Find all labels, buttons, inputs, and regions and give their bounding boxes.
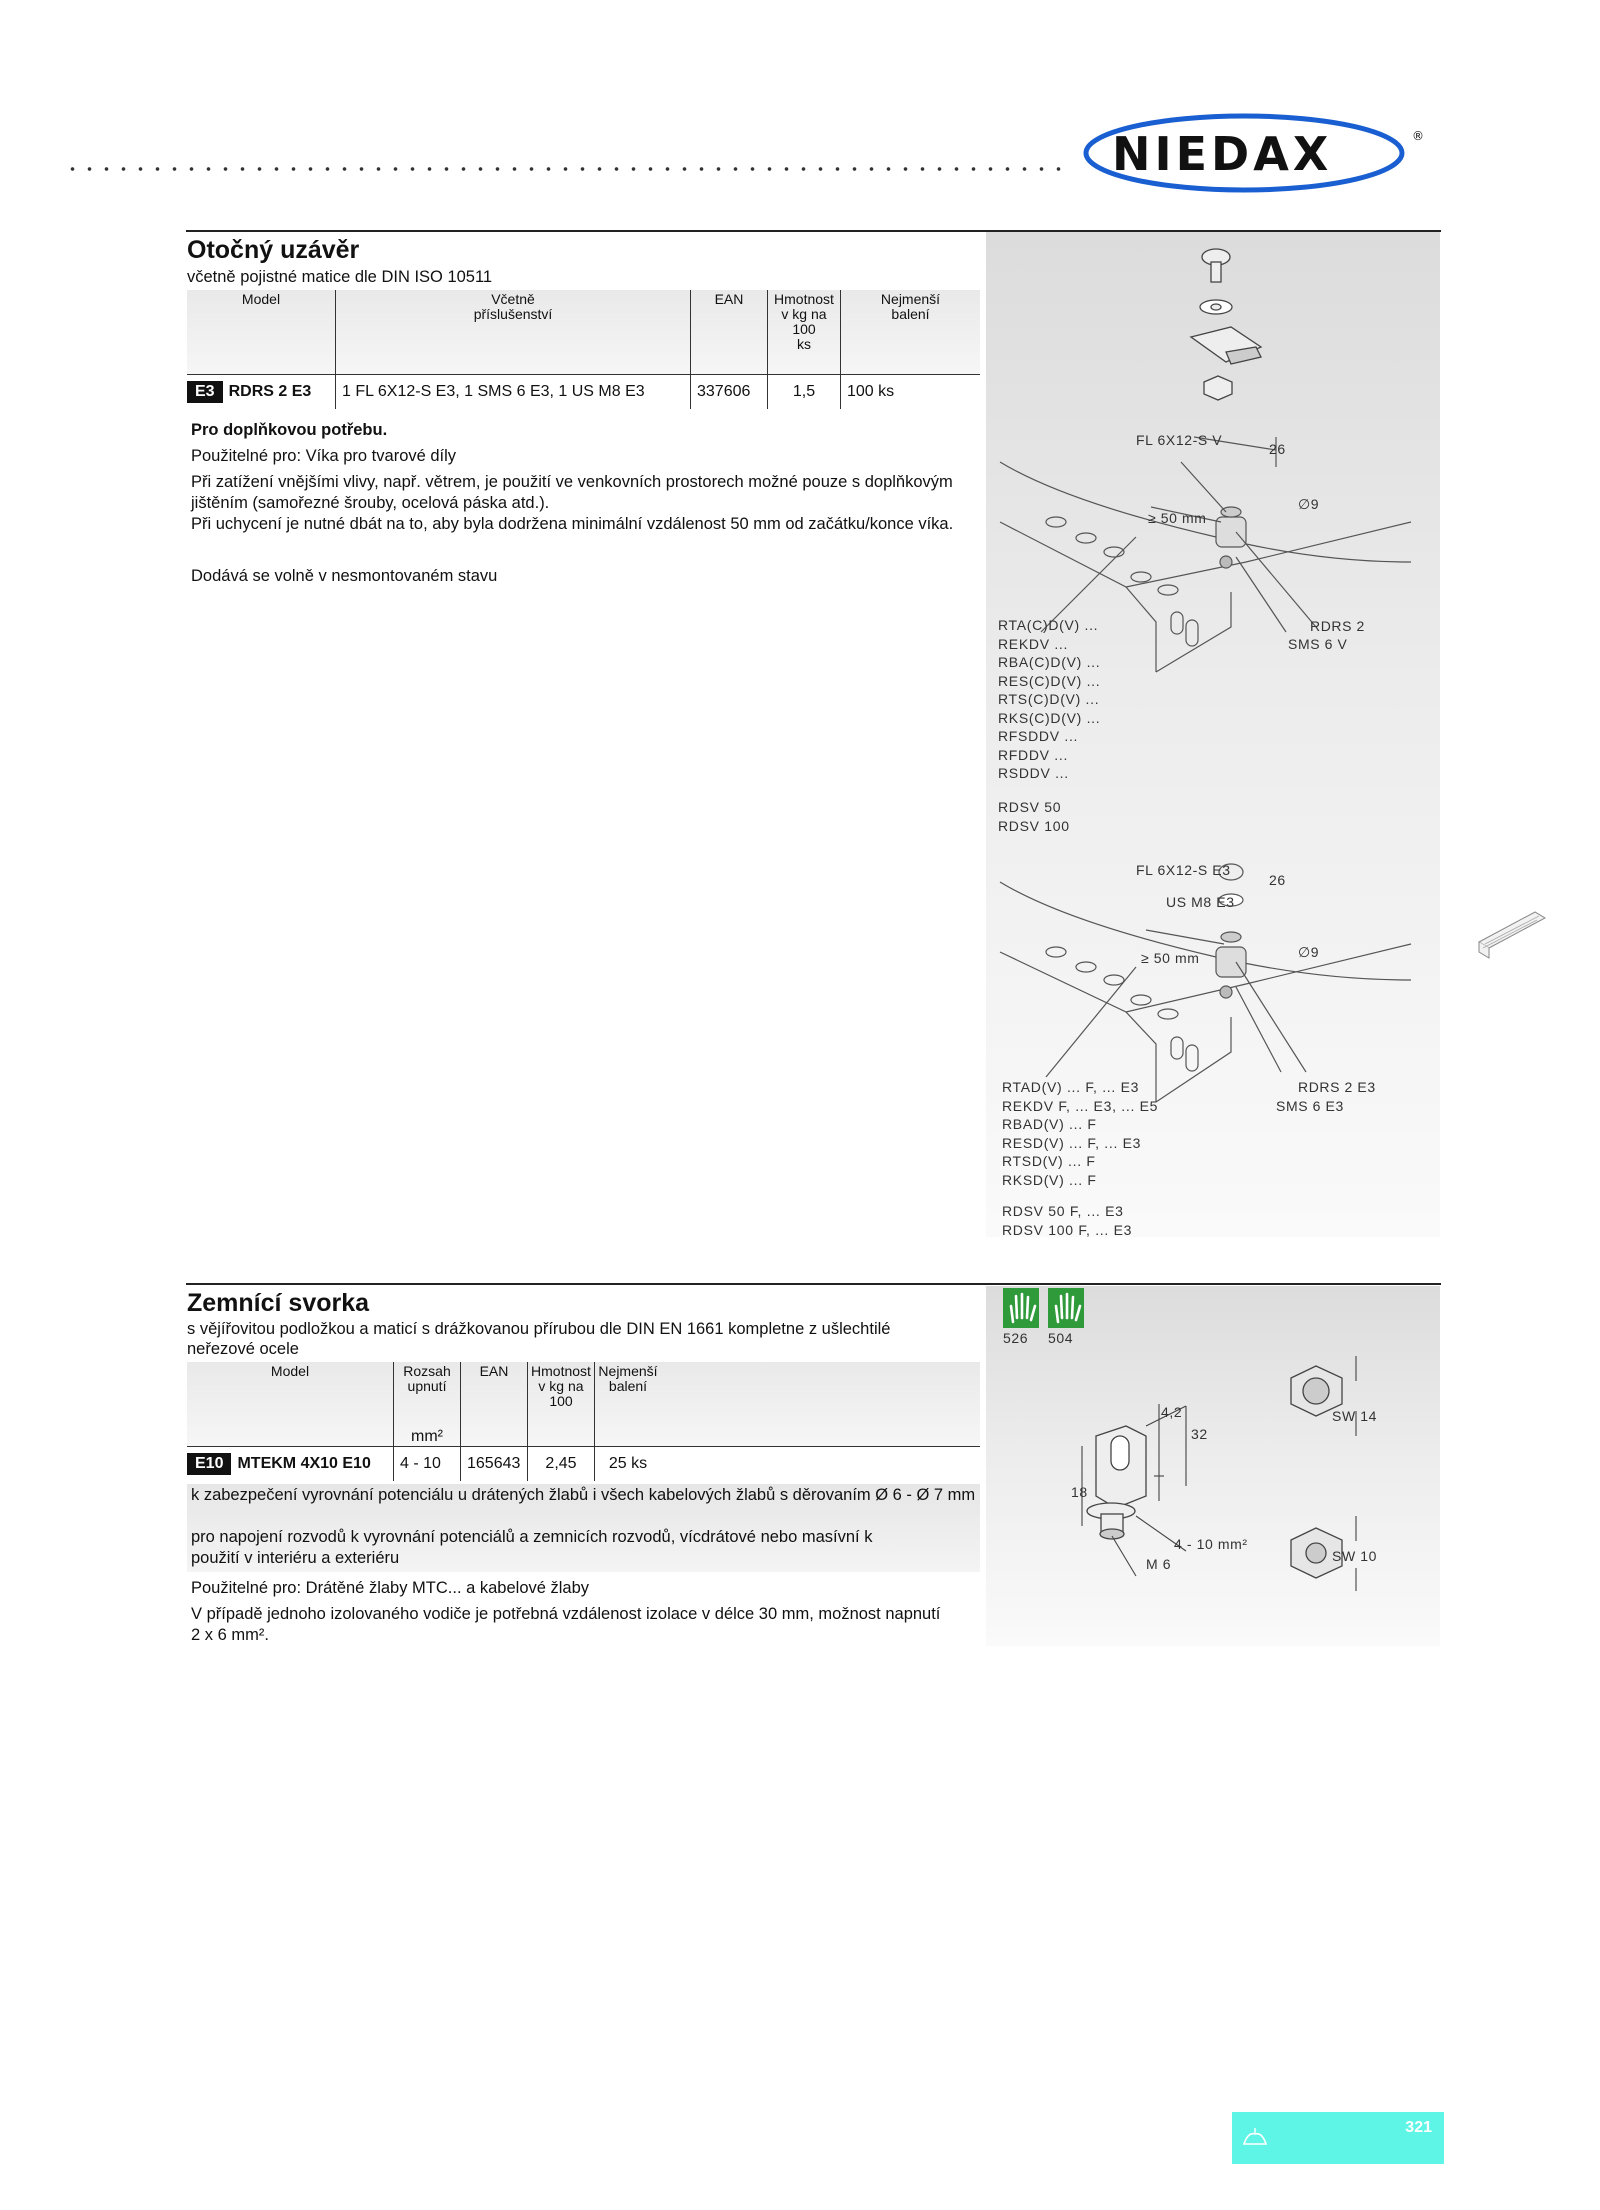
page-tab [1232, 2112, 1444, 2164]
col-pack: Nejmenší balení [841, 290, 981, 374]
label-dia9: ∅9 [1298, 496, 1320, 512]
para-wind: Při zatížení vnějšími vlivy, např. větrem, je použití ve venkovních prostorech možné pouze s doplňkovým jištěním (samořezné šrouby, ocelová páska atd.). [191, 473, 953, 512]
section1-title: Otočný uzávěr [187, 236, 360, 264]
cable-tray-thumbnail [1475, 902, 1547, 962]
diagram-panel-1 [986, 232, 1440, 1237]
header-dotted-line [64, 166, 1064, 172]
label-dim50: ≥ 50 mm [1148, 510, 1207, 526]
col-range: Rozsah upnutí mm² [394, 1362, 461, 1446]
icon-code-504: 504 [1048, 1330, 1074, 1346]
icon-code-526: 526 [1003, 1330, 1029, 1346]
dim-m6: M 6 [1146, 1556, 1172, 1572]
label-fl-e3: FL 6X12-S E3 [1136, 862, 1231, 878]
label-us: US M8 E3 [1166, 894, 1235, 910]
compatible-list-1b: RDSV 50 RDSV 100 [998, 799, 1070, 834]
label-rdrs-e3: RDRS 2 E3 [1298, 1079, 1376, 1095]
page-number: 321 [1405, 2119, 1432, 2136]
label-sms: SMS 6 V [1288, 636, 1348, 652]
label-rdrs: RDRS 2 [1310, 618, 1365, 634]
section2-table [187, 1362, 980, 1481]
svg-text:®: ® [1412, 129, 1424, 143]
clamp-illustration [986, 1286, 1440, 1646]
ean-cell: 165643 [461, 1446, 528, 1481]
dim-32: 32 [1191, 1426, 1208, 1442]
table-row [187, 1446, 980, 1481]
usable-for: Použitelné pro: Víka pro tvarové díly [191, 447, 457, 465]
model-code: MTEKM 4X10 E10 [237, 1454, 371, 1472]
dim-4-2: 4,2 [1161, 1404, 1183, 1420]
col-model: Model [187, 290, 336, 374]
col-weight: Hmotnost v kg na 100 ks [768, 290, 841, 374]
dim-18: 18 [1071, 1484, 1088, 1500]
svg-text:NIEDAX: NIEDAX [1112, 127, 1333, 181]
note-title: Pro doplňkovou potřebu. [191, 421, 388, 439]
model-code: RDRS 2 E3 [228, 382, 312, 400]
accessory-cell: 1 FL 6X12-S E3, 1 SMS 6 E3, 1 US M8 E3 [336, 374, 691, 409]
para-delivery: Dodává se volně v nesmontovaném stavu [191, 567, 498, 585]
col-pack-2: Nejmenší balení [595, 1362, 662, 1446]
weight-cell: 1,5 [768, 374, 841, 409]
label-dim50-2: ≥ 50 mm [1141, 950, 1200, 966]
niedax-logo [1082, 112, 1442, 194]
weight-cell: 2,45 [528, 1446, 595, 1481]
section2-subtitle: s vějířovitou podložkou a maticí s drážkovanou přírubou dle DIN EN 1661 kompletne z ušlechtilé neřezové ocele [187, 1320, 891, 1358]
pack-cell: 100 ks [841, 374, 981, 409]
dim-range: 4 - 10 mm² [1174, 1536, 1248, 1552]
label-dim26-2: 26 [1269, 872, 1286, 888]
section2-rule [186, 1283, 1441, 1285]
pack-cell: 25 ks [595, 1446, 662, 1481]
col-model-2: Model [187, 1362, 394, 1446]
col-weight-2: Hmotnost v kg na 100 [528, 1362, 595, 1446]
label-sms-e3: SMS 6 E3 [1276, 1098, 1344, 1114]
unit-mm2: mm² [411, 1427, 443, 1445]
variant-tag: E10 [187, 1453, 231, 1475]
para-distance: Při uchycení je nutné dbát na to, aby byla dodržena minimální vzdálenost 50 mm od začátku/konce víka. [191, 515, 954, 533]
col-ean-2: EAN [461, 1362, 528, 1446]
label-dim26: 26 [1269, 441, 1286, 457]
col-ean: EAN [691, 290, 768, 374]
range-cell: 4 - 10 [394, 1446, 461, 1481]
note-potential: k zabezpečení vyrovnání potenciálu u drátených žlabů i všech kabelových žlabů s děrovaním Ø 6 - Ø 7 mm [191, 1486, 976, 1504]
compatible-list-2b: RDSV 50 F, ... E3 RDSV 100 F, ... E3 [1002, 1203, 1133, 1238]
compatible-list-2: RTAD(V) ... F, ... E3 REKDV F, ... E3, ... E5 RBAD(V) ... F RESD(V) ... F, ... E3 RTSD(V) ... F RKSD(V) ... F [1002, 1079, 1159, 1188]
variant-tag: E3 [187, 381, 223, 403]
label-fl: FL 6X12-S V [1136, 432, 1223, 448]
diagram-panel-3 [986, 1286, 1440, 1646]
category-icon [1242, 2128, 1268, 2150]
section1-subtitle: včetně pojistné matice dle DIN ISO 10511 [187, 268, 493, 286]
label-dia9-2: ∅9 [1298, 944, 1320, 960]
section1-table [187, 290, 980, 409]
dim-sw14: SW 14 [1332, 1408, 1378, 1424]
usable-for-2: Použitelné pro: Drátěné žlaby MTC... a kabelové žlaby [191, 1579, 590, 1597]
dim-sw10: SW 10 [1332, 1548, 1378, 1564]
table-row [187, 374, 980, 409]
section2-title: Zemnící svorka [187, 1289, 370, 1317]
note-connection: pro napojení rozvodů k vyrovnání potenciálů a zemnicích rozvodů, vícdrátové nebo masívní k použití v interiéru a exteriéru [191, 1528, 873, 1567]
para-insulation: V případě jednoho izolovaného vodiče je potřebná vzdálenost izolace v délce 30 mm, možnost napnutí 2 x 6 mm². [191, 1605, 941, 1644]
compatible-list-1: RTA(C)D(V) ... REKDV ... RBA(C)D(V) ... RES(C)D(V) ... RTS(C)D(V) ... RKS(C)D(V) ... RFSDDV ... RFDDV ... RSDDV ... [998, 617, 1101, 781]
col-accessory: Včetně příslušenství [336, 290, 691, 374]
ean-cell: 337606 [691, 374, 768, 409]
